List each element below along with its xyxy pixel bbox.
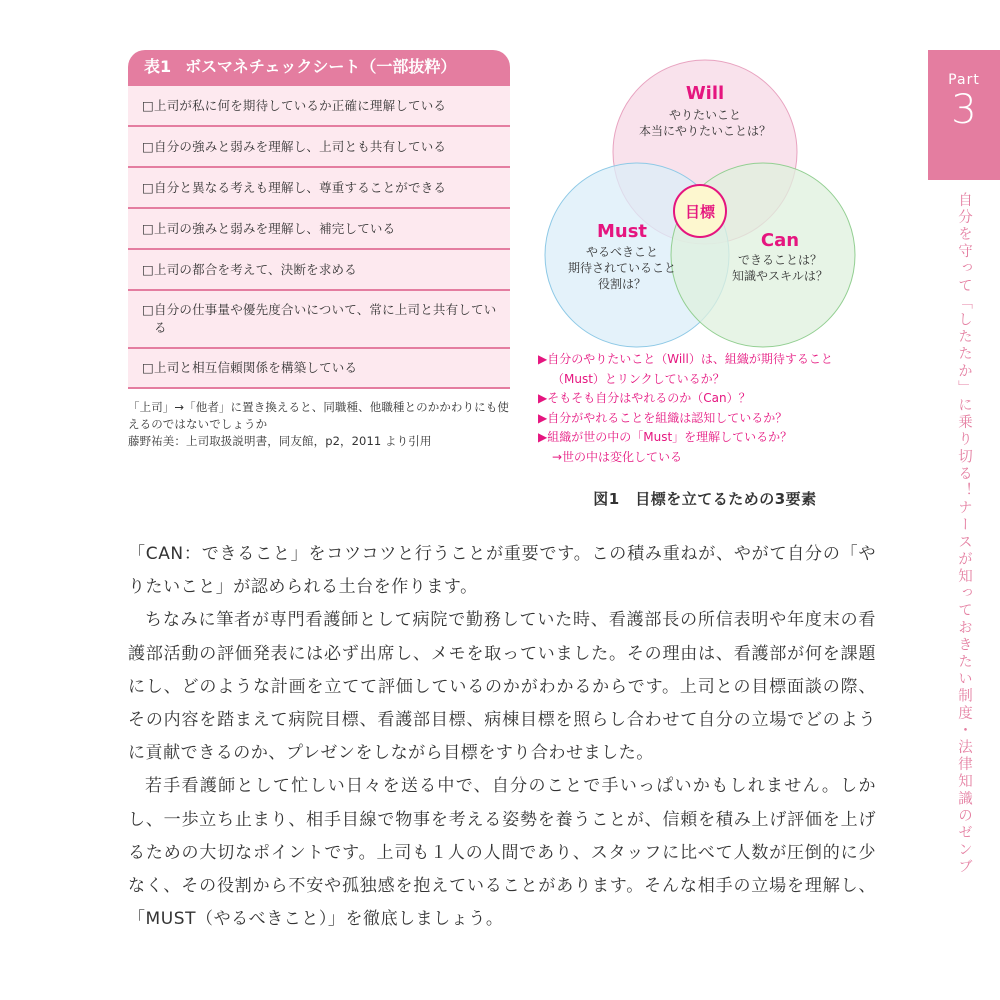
will-line: 本当にやりたいことは？ — [638, 124, 772, 138]
checklist-item: □自分の強みと弱みを理解し、上司とも共有している — [142, 138, 447, 154]
table-row — [128, 86, 510, 127]
table-row — [128, 168, 510, 209]
can-title: Can — [760, 230, 800, 251]
checklist-item: □上司が私に何を期待しているか正確に理解している — [142, 97, 447, 113]
table-row — [128, 250, 510, 291]
table1-label: 表1 — [144, 57, 172, 76]
body-paragraph: 「CAN：できること」をコツコツと行うことが重要です。この積み重ねが、やがて自分の「やりたいこと」が認められる土台を作ります。 — [128, 544, 876, 598]
table-row — [128, 209, 510, 250]
can-line: 知識やスキルは？ — [732, 269, 828, 283]
table1-note-text: 「上司」→「他者」に置き換えると、同職種、他職種とのかかわりにも使えるのではないでしょうか — [128, 400, 509, 431]
bullet-item: （Must）とリンクしているか？ — [552, 371, 725, 386]
table1-rows — [128, 84, 510, 389]
bullet-item: →世の中は変化している — [552, 449, 683, 464]
bullet-item: ▶組織が世の中の「Must」を理解しているか？ — [538, 430, 793, 444]
bullet-item: ▶自分がやれることを組織は認知しているか？ — [538, 410, 788, 425]
figure1-bullets — [538, 350, 883, 467]
can-line: できることは？ — [737, 253, 823, 267]
part-tab — [928, 50, 1000, 180]
table-row — [128, 127, 510, 168]
venn-diagram — [530, 40, 880, 350]
must-title: Must — [596, 221, 648, 242]
chapter-side-title: 自分を守って「したたか」に乗り切る！ナースが知っておきたい制度・法律知識のゼンブ — [956, 192, 972, 876]
checklist-item: □上司の強みと弱みを理解し、補完している — [142, 220, 396, 236]
table1 — [128, 50, 510, 450]
part-number: 3 — [951, 87, 977, 133]
table-row — [128, 291, 510, 349]
will-title: Will — [685, 83, 725, 104]
must-line: やるべきこと — [585, 245, 659, 259]
checklist-item: □自分と異なる考えも理解し、尊重することができる — [142, 179, 447, 195]
checklist-item: □上司の都合を考えて、決断を求める — [142, 261, 357, 277]
must-line: 期待されていること — [567, 261, 677, 275]
bullet-item: ▶自分のやりたいこと（Will）は、組織が期待すること — [538, 352, 833, 366]
bullet-item: ▶そもそも自分はやれるのか（Can）？ — [538, 391, 751, 405]
checklist-item: □上司と相互信頼関係を構築している — [142, 360, 358, 375]
figure1-caption: 図1 目標を立てるための3要素 — [593, 490, 817, 508]
will-line: やりたいこと — [668, 108, 742, 122]
body-paragraph: ちなみに筆者が専門看護師として病院で勤務していた時、看護部長の所信表明や年度末の看護部活動の評価発表には必ず出席し、メモを取っていました。その理由は、看護部が何を課題にし、どのような計画を立てて評価しているのかがわかるからです。上司との目標面談の際、その内容を踏まえて病院目標、看護部目標、病棟目標を照らし合わせて自分の立場でどのように貢献できるのか、プレゼンをしながら目標をすり合わせました。 — [128, 610, 876, 764]
table1-title-bar — [128, 50, 510, 84]
must-line: 役割は？ — [597, 277, 647, 291]
table1-note — [128, 399, 510, 450]
figure1 — [530, 40, 880, 520]
goal-label: 目標 — [684, 203, 716, 221]
body-text — [128, 538, 876, 936]
table1-citation: 藤野祐美：上司取扱説明書，同友館，p2，2011 より引用 — [128, 434, 432, 448]
body-paragraph: 若手看護師として忙しい日々を送る中で、自分のことで手いっぱいかもしれません。しかし、一歩立ち止まり、相手目線で物事を考える姿勢を養うことが、信頼を積み上げ評価を上げるための大切なポイントです。上司も１人の人間であり、スタッフに比べて人数が圧倒的に少なく、その役割から不安や孤独感を抱えていることがあります。そんな相手の立場を理解し、「MUST（やるべきこと）」を徹底しましょう。 — [128, 776, 876, 930]
part-label: Part — [948, 72, 980, 88]
table-row — [128, 349, 510, 389]
checklist-item: □自分の仕事量や優先度合いについて、常に上司と共有している — [142, 302, 497, 335]
table1-title: ボスマネチェックシート（一部抜粋） — [185, 57, 457, 76]
